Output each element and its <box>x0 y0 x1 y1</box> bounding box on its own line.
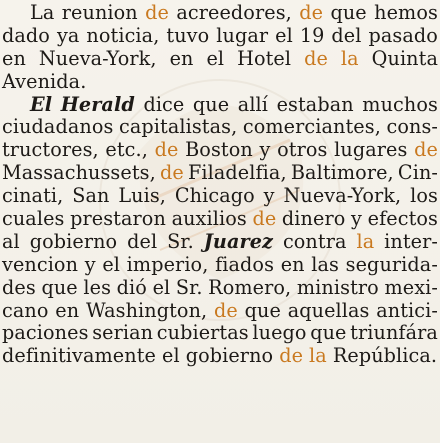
article-text <box>2 2 438 368</box>
word: estaban <box>276 92 354 116</box>
word: Cin- <box>397 161 438 185</box>
word: en <box>169 46 194 70</box>
word: ministro <box>296 275 379 299</box>
word: cinati, <box>2 184 64 208</box>
word: el <box>102 252 121 276</box>
word: allí <box>237 92 269 116</box>
word: dió <box>116 275 147 299</box>
word: etc., <box>105 138 148 162</box>
line-13 <box>2 277 438 300</box>
word: imperio, <box>126 252 209 276</box>
line-12 <box>2 254 438 277</box>
word: y <box>259 138 271 162</box>
word: de <box>279 344 304 368</box>
word: Massachussets, <box>2 161 156 185</box>
word: que <box>192 92 230 116</box>
word: ciudadanos <box>2 115 114 139</box>
word: el <box>161 344 180 368</box>
word: y <box>84 252 96 276</box>
word: fiados <box>215 252 275 276</box>
word: noticia, <box>86 23 160 47</box>
word: paciones <box>2 321 89 345</box>
word: Juarez <box>203 229 273 253</box>
word: de <box>414 138 438 162</box>
word: Quinta <box>371 46 438 70</box>
line-2 <box>2 25 438 48</box>
word: definitivamente <box>2 344 156 368</box>
word: dice <box>143 92 185 116</box>
word: de <box>214 298 238 322</box>
word: Romero, <box>208 275 292 299</box>
word: Filadelfia, <box>187 161 287 185</box>
word: Avenida. <box>2 69 87 93</box>
word: que <box>41 275 78 299</box>
line-8 <box>2 162 438 185</box>
word: pasado <box>368 23 438 47</box>
word: hemos <box>374 1 438 24</box>
line-4 <box>2 71 438 94</box>
word: ya <box>56 23 80 47</box>
word: Herald <box>60 92 135 116</box>
line-9 <box>2 185 438 208</box>
word: comerciantes, <box>242 115 381 139</box>
line-7 <box>2 139 438 162</box>
word: de <box>154 138 179 162</box>
line-5 <box>2 94 438 117</box>
word: en <box>2 46 26 70</box>
word: muchos <box>362 92 438 116</box>
word: otros <box>277 138 328 162</box>
word: des <box>2 275 36 299</box>
word: Nueva-York, <box>38 46 157 70</box>
word: La <box>30 1 55 24</box>
word: al <box>2 229 20 253</box>
word: los <box>410 184 438 208</box>
word: vencion <box>2 252 79 276</box>
word: dado <box>2 23 50 47</box>
word: antici- <box>376 298 438 322</box>
word: en <box>55 298 80 322</box>
word: acreedores, <box>176 1 292 24</box>
word: en <box>280 252 305 276</box>
word: cons- <box>386 115 438 139</box>
word: que <box>310 321 347 345</box>
line-3 <box>2 48 438 71</box>
word: cuales <box>2 207 65 231</box>
word: contra <box>282 229 347 253</box>
line-14 <box>2 300 438 323</box>
word: Washington, <box>85 298 208 322</box>
line-11 <box>2 231 438 254</box>
word: de <box>159 161 184 185</box>
word: Hotel <box>237 46 292 70</box>
word: el <box>206 46 225 70</box>
word: tructores, <box>2 138 99 162</box>
word: cubiertas <box>156 321 249 345</box>
line-16 <box>2 345 438 368</box>
word: que <box>330 1 367 24</box>
word: el <box>275 23 293 47</box>
word: Sr. <box>167 229 194 253</box>
word: del <box>127 229 158 253</box>
word: cano <box>2 298 49 322</box>
word: y <box>351 207 362 231</box>
word: de <box>145 1 169 24</box>
word: lugar <box>216 23 269 47</box>
word: Boston <box>185 138 253 162</box>
word: 19 <box>299 23 325 47</box>
word: capitalistas, <box>119 115 238 139</box>
word: luego <box>252 321 307 345</box>
word: de <box>299 1 324 24</box>
word: Nueva-York, <box>283 184 402 208</box>
line-15 <box>2 322 438 345</box>
word: y <box>263 184 275 208</box>
word: la <box>340 46 359 70</box>
word: dinero <box>281 207 346 231</box>
word: tuvo <box>166 23 210 47</box>
word: serian <box>92 321 154 345</box>
word: lugares <box>334 138 408 162</box>
word: que <box>244 298 281 322</box>
word: de <box>252 207 277 231</box>
line-6 <box>2 116 438 139</box>
word: auxilios <box>171 207 247 231</box>
word: las <box>311 252 339 276</box>
word: El <box>30 92 53 116</box>
word: inter- <box>384 229 438 253</box>
word: Luis, <box>118 184 167 208</box>
word: la <box>309 344 327 368</box>
word: Sr. <box>175 275 203 299</box>
word: el <box>152 275 171 299</box>
word: gobierno <box>185 344 274 368</box>
word: Chicago <box>174 184 255 208</box>
line-1 <box>2 2 438 25</box>
word: reunion <box>61 1 138 24</box>
word: la <box>356 229 375 253</box>
word: gobierno <box>29 229 118 253</box>
word: prestaron <box>70 207 166 231</box>
word: San <box>72 184 110 208</box>
word: triunfára <box>350 321 438 345</box>
word: aquellas <box>287 298 370 322</box>
word: República. <box>332 344 438 368</box>
line-10 <box>2 208 438 231</box>
word: segurida- <box>345 252 438 276</box>
word: del <box>331 23 362 47</box>
word: les <box>83 275 112 299</box>
word: efectos <box>367 207 438 231</box>
word: Baltimore, <box>290 161 394 185</box>
word: mexi- <box>384 275 438 299</box>
word: de <box>304 46 328 70</box>
